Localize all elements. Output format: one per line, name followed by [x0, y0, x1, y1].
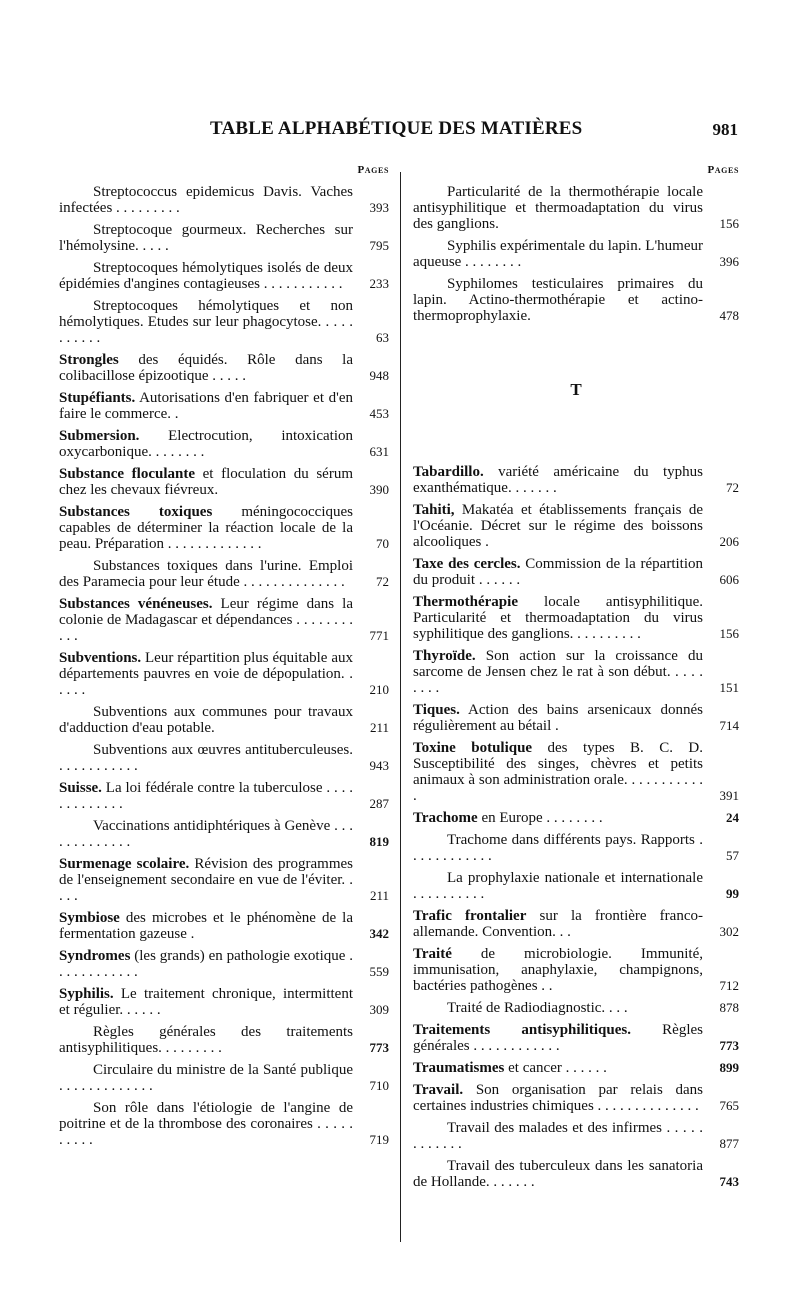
index-entry — [59, 986, 389, 1018]
index-entry — [413, 908, 739, 940]
entry-description: La prophylaxie nationale et internationale . . . . . . . . . . — [413, 870, 703, 902]
index-entry — [413, 1082, 739, 1114]
right-entry-list-top — [413, 184, 739, 324]
entry-text — [59, 986, 359, 1018]
entry-page-number: 773 — [719, 1038, 739, 1053]
entry-description: Makatéa et établissements français de l'Océanie. Décret sur le régime des boissons alcooliques . — [413, 502, 703, 550]
right-column — [413, 162, 739, 1196]
index-entry — [413, 702, 739, 734]
entry-page-number: 210 — [369, 682, 389, 697]
entry-keyword: Syphilis. — [59, 986, 114, 1002]
entry-page-number: 771 — [369, 628, 389, 643]
right-entry-list-bottom — [413, 464, 739, 1190]
index-entry — [59, 558, 389, 590]
index-entry — [59, 650, 389, 698]
entry-text — [59, 558, 359, 590]
entry-page-number: 943 — [369, 758, 389, 773]
entry-page-number: 156 — [719, 626, 739, 641]
entry-text — [413, 740, 709, 804]
entry-page-number: 99 — [726, 886, 739, 901]
entry-text — [59, 1062, 359, 1094]
index-entry — [59, 1100, 389, 1148]
entry-keyword: Taxe des cercles. — [413, 556, 521, 572]
entry-description: Le traitement chronique, intermittent et régulier. . . . . . — [59, 986, 353, 1018]
entry-description: Révision des programmes de l'enseignement secondaire en vue de l'éviter. . . . . — [59, 856, 353, 904]
index-entry — [59, 466, 389, 498]
entry-text — [413, 1022, 709, 1054]
entry-text — [59, 260, 359, 292]
entry-description: et cancer . . . . . . — [504, 1060, 607, 1076]
entry-page-number: 773 — [369, 1040, 389, 1055]
entry-page-number: 156 — [719, 216, 739, 231]
index-entry — [59, 856, 389, 904]
section-letter: T — [570, 380, 582, 399]
entry-text — [59, 1024, 359, 1056]
entry-keyword: Tabardillo. — [413, 464, 484, 480]
page-header — [0, 116, 800, 146]
entry-description: sur la frontière franco-allemande. Convention. . . — [413, 908, 703, 940]
entry-text — [413, 702, 709, 734]
entry-description: Streptococcus epidemicus Davis. Vaches infectées . . . . . . . . . — [59, 184, 353, 216]
entry-description: Travail des tuberculeux dans les sanatoria de Hollande. . . . . . . — [413, 1158, 703, 1190]
entry-page-number: 559 — [369, 964, 389, 979]
entry-description: Travail des malades et des infirmes . . . . . . . . . . . . — [413, 1120, 703, 1152]
entry-text — [59, 428, 359, 460]
entry-description: locale antisyphilitique. Particularité et thermoadaptation du virus syphilitique des ganglions. . . . . . . . . . — [413, 594, 703, 642]
entry-description: Son organisation par relais dans certaines industries chimiques . . . . . . . . . . . . . . — [413, 1082, 703, 1114]
entry-keyword: Submersion. — [59, 428, 140, 444]
entry-page-number: 72 — [726, 480, 739, 495]
entry-keyword: Travail. — [413, 1082, 464, 1098]
entry-description: Son rôle dans l'étiologie de l'angine de poitrine et de la thrombose des coronaires . . . . . . . . . . — [59, 1100, 353, 1148]
page-number: 981 — [712, 120, 738, 139]
entry-description: Circulaire du ministre de la Santé publique . . . . . . . . . . . . . — [59, 1062, 353, 1094]
entry-description: Syphilis expérimentale du lapin. L'humeur aqueuse . . . . . . . . — [413, 238, 703, 270]
entry-description: et floculation du sérum chez les chevaux fiévreux. — [59, 466, 353, 498]
entry-description: La loi fédérale contre la tuberculose . . . . . . . . . . . . . — [59, 780, 353, 812]
entry-page-number: 396 — [719, 254, 739, 269]
index-entry — [413, 1000, 739, 1016]
index-entry — [59, 910, 389, 942]
entry-page-number: 795 — [369, 238, 389, 253]
entry-description: méningococciques capables de déterminer la réaction locale de la peau. Préparation . . . . . . . . . . . . . — [59, 504, 353, 552]
entry-text — [59, 504, 359, 552]
entry-page-number: 478 — [719, 308, 739, 323]
index-entry — [59, 428, 389, 460]
entry-text — [59, 596, 359, 644]
entry-description: Leur répartition plus équitable aux départements pauvres en voie de dépopulation. . . . . . — [59, 650, 353, 698]
entry-keyword: Suisse. — [59, 780, 102, 796]
entry-description: Règles générales . . . . . . . . . . . . — [413, 1022, 703, 1054]
index-entry — [413, 946, 739, 994]
entry-text — [413, 1060, 709, 1076]
entry-keyword: Traité — [413, 946, 452, 962]
entry-keyword: Strongles — [59, 352, 119, 368]
index-entry — [59, 390, 389, 422]
entry-description: Commission de la répartition du produit . . . . . . — [413, 556, 703, 588]
entry-keyword: Substances vénéneuses. — [59, 596, 213, 612]
index-entry — [413, 648, 739, 696]
entry-text — [413, 946, 709, 994]
entry-text — [413, 1082, 709, 1114]
entry-page-number: 70 — [376, 536, 389, 551]
entry-text — [413, 810, 709, 826]
entry-description: Autorisations d'en fabriquer et d'en faire le commerce. . — [59, 390, 353, 422]
entry-keyword: Surmenage scolaire. — [59, 856, 190, 872]
entry-page-number: 151 — [719, 680, 739, 695]
entry-text — [413, 276, 709, 324]
index-entry — [59, 298, 389, 346]
entry-description: Traité de Radiodiagnostic. . . . — [447, 1000, 628, 1016]
entry-page-number: 391 — [719, 788, 739, 803]
entry-page-number: 765 — [719, 1098, 739, 1113]
running-title: TABLE ALPHABÉTIQUE DES MATIÈRES — [210, 118, 583, 139]
entry-description: Action des bains arsenicaux donnés régulièrement au bétail . — [413, 702, 703, 734]
entry-text — [413, 648, 709, 696]
entry-description: Streptocoques hémolytiques isolés de deux épidémies d'angines contagieuses . . . . . . . . . . . — [59, 260, 353, 292]
entry-page-number: 712 — [719, 978, 739, 993]
entry-description: Subventions aux œuvres antituberculeuses. . . . . . . . . . . . — [59, 742, 353, 774]
entry-page-number: 211 — [369, 888, 389, 903]
entry-text — [59, 184, 359, 216]
entry-page-number: 302 — [719, 924, 739, 939]
entry-text — [59, 856, 359, 904]
entry-text — [59, 948, 359, 980]
entry-text — [59, 910, 359, 942]
entry-description: Leur régime dans la colonie de Madagascar et dépendances . . . . . . . . . . . — [59, 596, 354, 644]
entry-description: variété américaine du typhus exanthématique. . . . . . . — [413, 464, 703, 496]
entry-text — [59, 1100, 359, 1148]
index-entry — [59, 222, 389, 254]
left-column — [59, 162, 389, 1154]
entry-page-number: 948 — [369, 368, 389, 383]
index-entry — [59, 260, 389, 292]
entry-text — [413, 556, 709, 588]
entry-text — [413, 870, 709, 902]
entry-description: Vaccinations antidiphtériques à Genève . . . . . . . . . . . . . — [59, 818, 353, 850]
entry-keyword: Traumatismes — [413, 1060, 505, 1076]
entry-page-number: 393 — [369, 200, 389, 215]
entry-page-number: 63 — [376, 330, 389, 345]
entry-text — [59, 466, 359, 498]
entry-keyword: Substance floculante — [59, 466, 195, 482]
index-entry — [413, 184, 739, 232]
entry-text — [413, 1120, 709, 1152]
pages-column-heading: Pages — [357, 164, 389, 176]
entry-description: des types B. C. D. Susceptibilité des singes, chèvres et petits animaux à son administration orale. . . . . . . . . . . . — [413, 740, 704, 804]
entry-description: Subventions aux communes pour travaux d'adduction d'eau potable. — [59, 704, 353, 736]
entry-text — [59, 650, 359, 698]
entry-keyword: Thyroïde. — [413, 648, 476, 664]
index-entry — [413, 870, 739, 902]
index-entry — [413, 810, 739, 826]
entry-text — [59, 298, 359, 346]
entry-text — [413, 1000, 709, 1016]
entry-keyword: Thermothérapie — [413, 594, 518, 610]
entry-page-number: 606 — [719, 572, 739, 587]
entry-page-number: 877 — [719, 1136, 739, 1151]
entry-description: en Europe . . . . . . . . — [477, 810, 603, 826]
entry-page-number: 390 — [369, 482, 389, 497]
entry-page-number: 211 — [369, 720, 389, 735]
entry-description: Règles générales des traitements antisyphilitiques. . . . . . . . . — [59, 1024, 353, 1056]
entry-description: de microbiologie. Immunité, immunisation, anaphylaxie, champignons, bactéries pathogènes . . — [413, 946, 703, 994]
index-entry — [59, 504, 389, 552]
index-entry — [413, 238, 739, 270]
index-entry — [413, 1022, 739, 1054]
entry-description: Syphilomes testiculaires primaires du lapin. Actino-thermothérapie et actino-thermoprophylaxie. — [413, 276, 703, 324]
entry-page-number: 631 — [369, 444, 389, 459]
pages-column-heading: Pages — [707, 164, 739, 176]
index-entry — [59, 742, 389, 774]
index-entry — [413, 832, 739, 864]
entry-page-number: 719 — [369, 1132, 389, 1147]
entry-page-number: 819 — [369, 834, 389, 849]
entry-text — [59, 818, 359, 850]
entry-keyword: Traitements antisyphilitiques. — [413, 1022, 631, 1038]
index-entry — [413, 276, 739, 324]
index-entry — [59, 596, 389, 644]
entry-keyword: Stupéfiants. — [59, 390, 136, 406]
entry-description: Son action sur la croissance du sarcome de Jensen chez le rat à son début. . . . . . . . . — [413, 648, 703, 696]
entry-keyword: Toxine botulique — [413, 740, 533, 756]
entry-description: des équidés. Rôle dans la colibacillose épizootique . . . . . — [59, 352, 353, 384]
entry-text — [59, 222, 359, 254]
entry-keyword: Subventions. — [59, 650, 142, 666]
index-entry — [59, 704, 389, 736]
entry-text — [413, 502, 709, 550]
entry-text — [59, 704, 359, 736]
index-entry — [413, 502, 739, 550]
entry-text — [59, 742, 359, 774]
entry-description: Substances toxiques dans l'urine. Emploi des Paramecia pour leur étude . . . . . . . . . . . . . . — [59, 558, 353, 590]
entry-page-number: 878 — [719, 1000, 739, 1015]
index-entry — [413, 1060, 739, 1076]
entry-page-number: 287 — [369, 796, 389, 811]
index-entry — [413, 594, 739, 642]
entry-page-number: 72 — [376, 574, 389, 589]
entry-page-number: 453 — [369, 406, 389, 421]
entry-page-number: 899 — [719, 1060, 739, 1075]
entry-page-number: 743 — [719, 1174, 739, 1189]
entry-page-number: 309 — [369, 1002, 389, 1017]
entry-text — [413, 832, 709, 864]
index-entry — [59, 948, 389, 980]
entry-text — [413, 184, 709, 232]
index-entry — [413, 740, 739, 804]
entry-description: Trachome dans différents pays. Rapports . . . . . . . . . . . . — [413, 832, 703, 864]
entry-description: Particularité de la thermothérapie locale antisyphilitique et thermoadaptation du virus des ganglions. — [413, 184, 703, 232]
entry-text — [59, 390, 359, 422]
entry-description: Streptocoques hémolytiques et non hémolytiques. Etudes sur leur phagocytose. . . . . . . . . . . — [59, 298, 353, 346]
entry-keyword: Trafic frontalier — [413, 908, 527, 924]
index-entry — [413, 1158, 739, 1190]
entry-page-number: 342 — [369, 926, 389, 941]
entry-keyword: Substances toxiques — [59, 504, 213, 520]
entry-description: Streptocoque gourmeux. Recherches sur l'hémolysine. . . . . — [59, 222, 353, 254]
index-entry — [413, 556, 739, 588]
entry-keyword: Tahiti, — [413, 502, 455, 518]
entry-page-number: 233 — [369, 276, 389, 291]
column-divider — [400, 172, 401, 1242]
entry-keyword: Syndromes — [59, 948, 131, 964]
entry-page-number: 57 — [726, 848, 739, 863]
entry-page-number: 714 — [719, 718, 739, 733]
entry-description: (les grands) en pathologie exotique . . . . . . . . . . . . — [59, 948, 353, 980]
index-entry — [59, 184, 389, 216]
index-entry — [59, 352, 389, 384]
entry-keyword: Tiques. — [413, 702, 460, 718]
index-entry — [59, 1024, 389, 1056]
entry-text — [59, 352, 359, 384]
index-entry — [59, 780, 389, 812]
entry-text — [413, 1158, 709, 1190]
entry-keyword: Trachome — [413, 810, 478, 826]
entry-description: Electrocution, intoxication oxycarbonique. . . . . . . . — [59, 428, 353, 460]
entry-text — [413, 594, 709, 642]
entry-description: des microbes et le phénomène de la fermentation gazeuse . — [59, 910, 353, 942]
entry-text — [59, 780, 359, 812]
entry-page-number: 24 — [726, 810, 739, 825]
entry-page-number: 710 — [369, 1078, 389, 1093]
index-entry — [59, 818, 389, 850]
entry-text — [413, 238, 709, 270]
index-entry — [413, 1120, 739, 1152]
entry-keyword: Symbiose — [59, 910, 120, 926]
entry-page-number: 206 — [719, 534, 739, 549]
index-entry — [59, 1062, 389, 1094]
entry-text — [413, 908, 709, 940]
index-entry — [413, 464, 739, 496]
entry-text — [413, 464, 709, 496]
left-entry-list — [59, 184, 389, 1148]
